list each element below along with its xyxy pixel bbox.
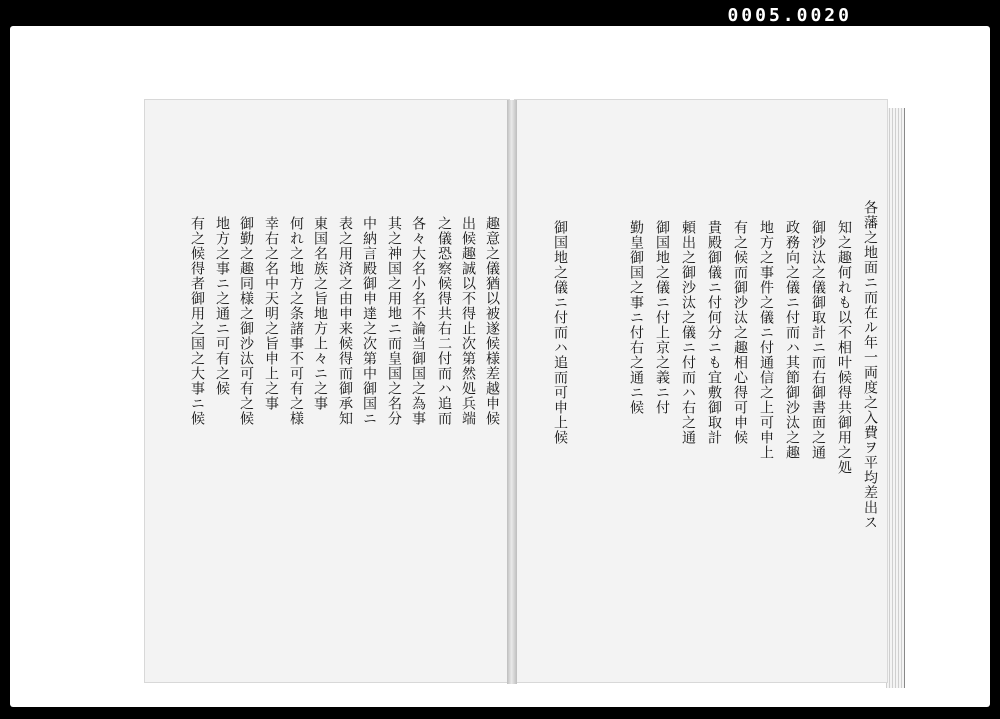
left-page-column: 東国名族之旨地方上々ニ之事 <box>312 216 328 411</box>
left-page-column: 中納言殿御申達之次第中御国ニ <box>361 216 377 426</box>
right-page-column: 知之趣何れも以不相叶候得共御用之処 <box>836 220 852 475</box>
page-stack-edge <box>886 108 905 688</box>
left-page-column: 地方之事ニ之通ニ可有之候 <box>214 216 230 396</box>
open-book <box>145 100 905 690</box>
left-page-column: 幸右之名中天明之旨申上之事 <box>263 216 279 411</box>
frame-id-label: 0005.0020 <box>727 5 852 26</box>
left-page-column: 出候趣誠以不得止次第然処兵端 <box>460 216 476 426</box>
right-page-column: 頼出之御沙汰之儀ニ付而ハ右之通 <box>680 220 696 445</box>
right-page-column: 地方之事件之儀ニ付通信之上可申上 <box>758 220 774 460</box>
book-gutter <box>507 100 517 684</box>
right-page-column: 有之候而御沙汰之趣相心得可申候 <box>732 220 748 445</box>
white-mat <box>10 26 990 707</box>
right-page-column: 政務向之儀ニ付而ハ其節御沙汰之趣 <box>784 220 800 460</box>
right-page-column: 御国地之儀ニ付上京之義ニ付 <box>654 220 670 415</box>
left-page-column: 表之用済之由申来候得而御承知 <box>337 216 353 426</box>
left-page-column: 各々大名小名不論当御国之為事 <box>410 216 426 426</box>
left-page-column: 趣意之儀猶以被遂候様差越申候 <box>484 216 500 426</box>
left-page-column: 之儀恐察候得共右二付而ハ追而 <box>436 216 452 426</box>
left-page-column: 御勤之趣同様之御沙汰可有之候 <box>238 216 254 426</box>
right-page-column: 勤皇御国之事ニ付右之通ニ候 <box>628 220 644 415</box>
right-page-column: 各藩之地面ニ而在ル年一両度之入費ヲ平均差出ス <box>862 200 878 530</box>
left-page-column: 有之候得者御用之国之大事ニ候 <box>189 216 205 426</box>
right-page-column: 御沙汰之儀御取計ニ而右御書面之通 <box>810 220 826 460</box>
right-page-column: 貴殿御儀ニ付何分ニも宜敷御取計 <box>706 220 722 445</box>
left-page-column: 其之神国之用地ニ而皇国之名分 <box>386 216 402 426</box>
left-page-column: 何れ之地方之条諸事不可有之様 <box>288 216 304 426</box>
right-page-column: 御国地之儀ニ付而ハ追而可申上候 <box>552 220 568 445</box>
